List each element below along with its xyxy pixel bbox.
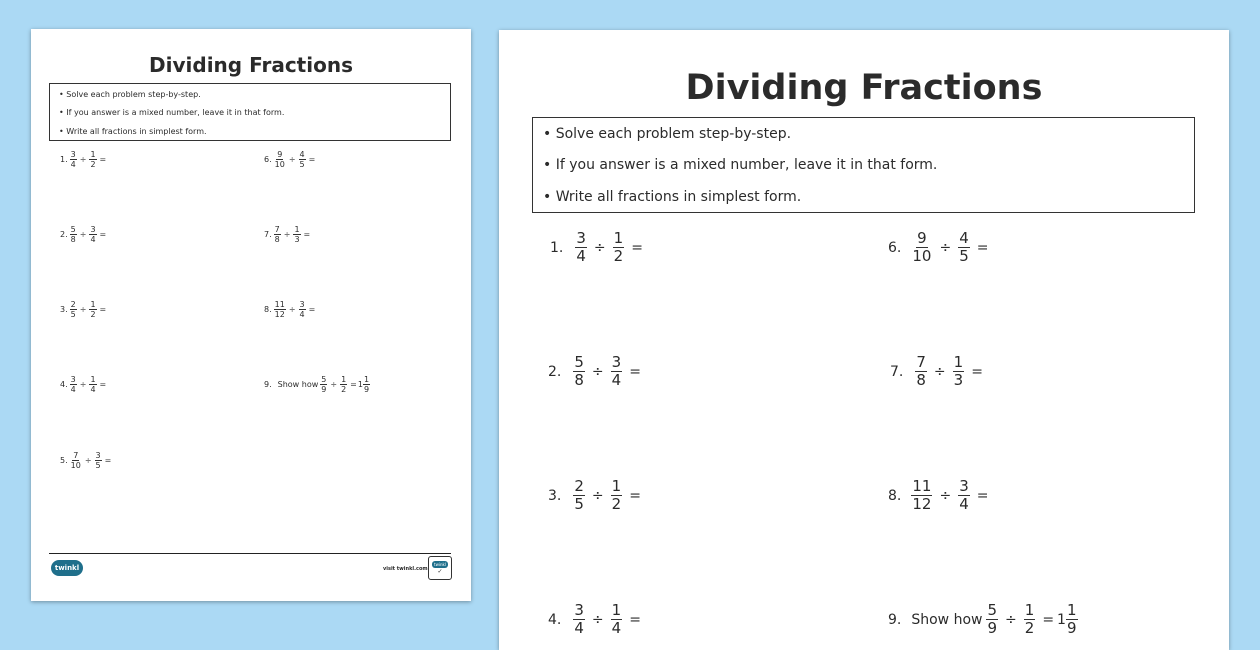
- problem-1: 1. $\frac{3}{4}$ ÷ $\frac{1}{2}$ =: [60, 150, 107, 170]
- check-icon: ✓: [437, 568, 443, 575]
- worksheet-enlarged: [499, 30, 1229, 650]
- fraction: $\frac{1}{2}$: [90, 150, 96, 170]
- problem-6: 6. $\frac{9}{10}$ ÷ $\frac{4}{5}$ =: [264, 150, 316, 170]
- worksheet-title: Dividing Fractions: [149, 53, 353, 77]
- twinkl-logo: twinkl: [51, 560, 83, 576]
- problem-3: 3. $\frac{2}{5}$ ÷ $\frac{1}{2}$ =: [60, 300, 107, 320]
- fraction: $\frac{3}{4}$: [70, 150, 76, 170]
- instruction-item: • Solve each problem step-by-step.: [59, 90, 201, 99]
- instruction-item: • Solve each problem step-by-step.: [543, 126, 792, 142]
- problem-2: 2. $\frac{5}{8}$ ÷ $\frac{3}{4}$ =: [548, 353, 641, 390]
- quality-badge: twinkl ✓: [428, 556, 452, 580]
- problem-6: 6. $\frac{9}{10}$ ÷ $\frac{4}{5}$ =: [888, 229, 989, 266]
- problem-1: 1. $\frac{3}{4}$ ÷ $\frac{1}{2}$ =: [550, 229, 643, 266]
- instruction-item: • If you answer is a mixed number, leave it in that form.: [543, 157, 938, 173]
- problem-3: 3. $\frac{2}{5}$ ÷ $\frac{1}{2}$ =: [548, 477, 641, 514]
- problem-8: 8. $\frac{11}{12}$ ÷ $\frac{3}{4}$ =: [264, 300, 316, 320]
- problem-7: 7. $\frac{7}{8}$ ÷ $\frac{1}{3}$ =: [890, 353, 983, 390]
- worksheet-thumbnail: [31, 29, 471, 601]
- problem-4: 4. $\frac{3}{4}$ ÷ $\frac{1}{4}$ =: [548, 601, 641, 638]
- instructions-box: [532, 117, 1195, 213]
- footer-divider: [49, 553, 451, 554]
- worksheet-title: Dividing Fractions: [685, 68, 1043, 108]
- problem-4: 4. $\frac{3}{4}$ ÷ $\frac{1}{4}$ =: [60, 375, 107, 395]
- problem-9: 9. Show how $\frac{5}{9}$ ÷ $\frac{1}{2}$ = 1 $\frac{1}{9}$: [264, 375, 370, 395]
- instructions-box: [49, 83, 451, 141]
- instruction-item: • Write all fractions in simplest form.: [543, 189, 802, 205]
- instruction-item: • If you answer is a mixed number, leave it in that form.: [59, 108, 285, 117]
- visit-link[interactable]: visit twinkl.com: [383, 566, 428, 572]
- instruction-item: • Write all fractions in simplest form.: [59, 127, 207, 136]
- problem-5: 5. $\frac{7}{10}$ ÷ $\frac{3}{5}$ =: [60, 451, 112, 471]
- problem-7: 7. $\frac{7}{8}$ ÷ $\frac{1}{3}$ =: [264, 225, 311, 245]
- problem-8: 8. $\frac{11}{12}$ ÷ $\frac{3}{4}$ =: [888, 477, 989, 514]
- problem-9: 9. Show how $\frac{5}{9}$ ÷ $\frac{1}{2}$ = 1 $\frac{1}{9}$: [888, 601, 1077, 638]
- problem-2: 2. $\frac{5}{8}$ ÷ $\frac{3}{4}$ =: [60, 225, 107, 245]
